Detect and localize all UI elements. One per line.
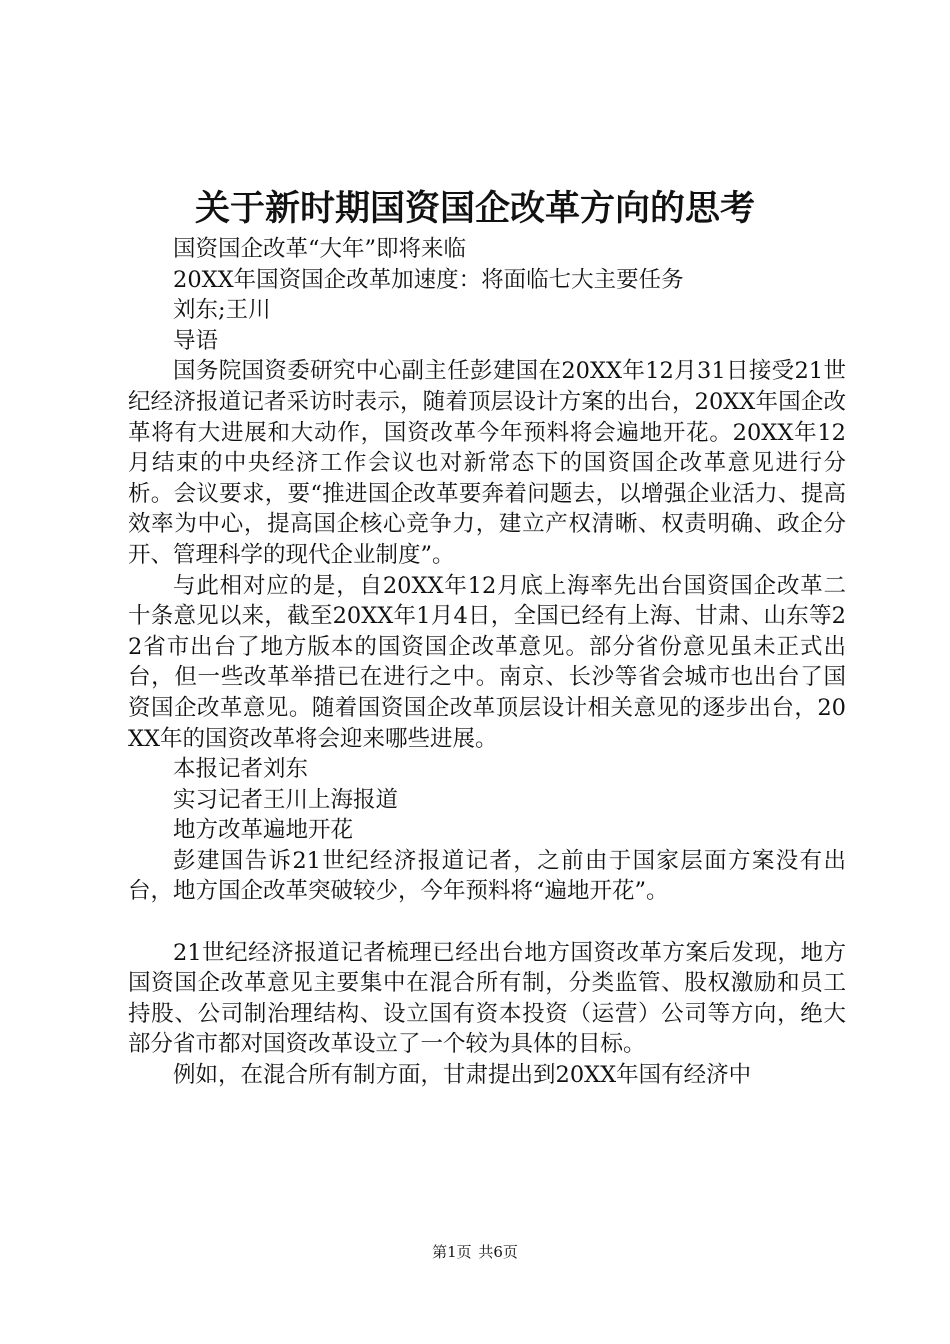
page-total: 共6页 xyxy=(478,1243,518,1261)
body-paragraph: 国务院国资委研究中心副主任彭建国在20XX年12月31日接受21世纪经济报道记者采访时表示，随着顶层设计方案的出台，20XX年国企改革将有大进展和大动作，国资改革今年预料将会遍地开花。20XX年12月结束的中央经济工作会议也对新常态下的国资国企改革意见进行分析。会议要求，要“推进国企改革要奔着问题去，以增强企业活力、提高效率为中心，提高国企核心竞争力，建立产权清晰、权责明确、政企分开、管理科学的现代企业制度”。 xyxy=(128,358,846,568)
subtitle-line: 20XX年国资国企改革加速度：将面临七大主要任务 xyxy=(173,266,684,293)
section-heading: 地方改革遍地开花 xyxy=(173,817,354,844)
body-paragraph: 彭建国告诉21世纪经济报道记者，之前由于国家层面方案没有出台，地方国企改革突破较少，今年预料将“遍地开花”。 xyxy=(128,847,846,905)
section-heading: 导语 xyxy=(173,327,219,354)
reporter-line: 实习记者王川上海报道 xyxy=(173,786,399,813)
document-title: 关于新时期国资国企改革方向的思考 xyxy=(194,188,755,229)
document-body xyxy=(128,234,846,1091)
reporter-line: 本报记者刘东 xyxy=(173,756,309,783)
body-paragraph: 例如，在混合所有制方面，甘肃提出到20XX年国有经济中 xyxy=(173,1062,752,1089)
page-footer xyxy=(0,1242,950,1262)
author-line: 刘东;王川 xyxy=(173,297,271,324)
body-paragraph: 与此相对应的是，自20XX年12月底上海率先出台国资国企改革二十条意见以来，截至20XX年1月4日，全国已经有上海、甘肃、山东等22省市出台了地方版本的国资国企改革意见。部分省份意见虽未正式出台，但一些改革举措已在进行之中。南京、长沙等省会城市也出台了国资国企改革意见。随着国资国企改革顶层设计相关意见的逐步出台，20XX年的国资改革将会迎来哪些进展。 xyxy=(128,572,846,752)
subtitle-line: 国资国企改革“大年”即将来临 xyxy=(173,236,467,262)
page-number: 第1页 xyxy=(432,1243,472,1261)
body-paragraph: 21世纪经济报道记者梳理已经出台地方国资改革方案后发现，地方国资国企改革意见主要集中在混合所有制，分类监管、股权激励和员工持股、公司制治理结构、设立国有资本投资（运营）公司等方向，绝大部分省市都对国资改革设立了一个较为具体的目标。 xyxy=(128,939,846,1058)
